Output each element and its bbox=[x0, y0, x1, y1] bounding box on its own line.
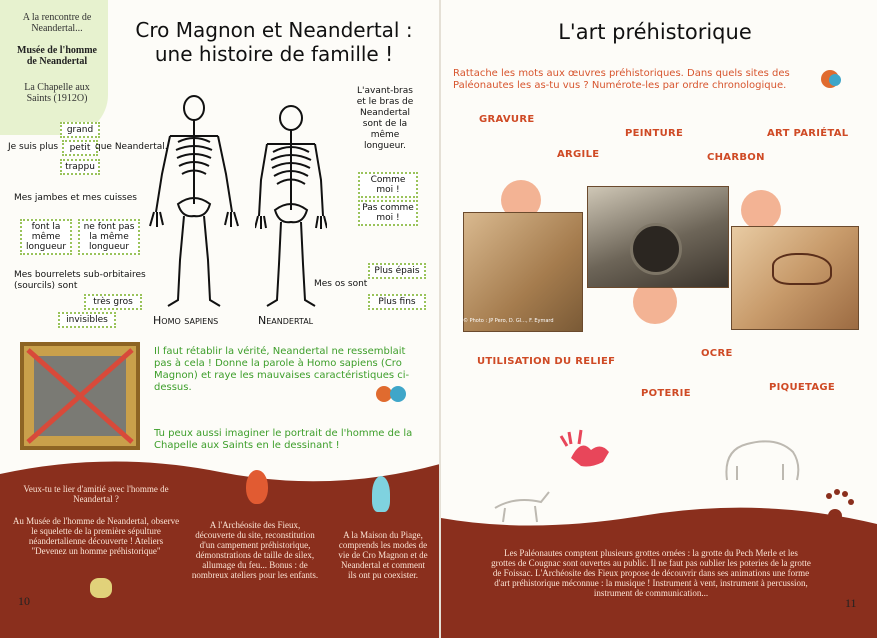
right-page bbox=[441, 0, 877, 638]
badge-location: La Chapelle aux Saints (1912O) bbox=[24, 82, 90, 104]
option-invisible[interactable]: invisibles bbox=[58, 312, 116, 328]
pencil-icon bbox=[376, 382, 416, 408]
homo-sapiens-caption: Homo sapiens bbox=[153, 314, 219, 327]
photo-painting bbox=[731, 226, 859, 330]
mammoth-icon bbox=[717, 430, 807, 490]
option-not-same-length[interactable]: ne font pas la même longueur bbox=[78, 219, 140, 255]
portrait-text: Tu peux aussi imaginer le portrait de l'homme de la Chapelle aux Saints en le dessinant ! bbox=[154, 428, 413, 451]
bones-label: Mes os sont bbox=[314, 279, 368, 289]
photo-pottery bbox=[587, 186, 729, 288]
badge-intro: A la rencontre de Neandertal... bbox=[22, 12, 92, 34]
page-number-right: 11 bbox=[845, 596, 857, 610]
neandertal-caption: Neandertal bbox=[258, 314, 314, 327]
option-very-big[interactable]: très gros bbox=[84, 294, 142, 310]
than-label: que Neandertal. bbox=[95, 142, 168, 152]
instruction-text: Rattache les mots aux œuvres préhistoriques. Dans quels sites des Paléonautes les as-tu vus ? Numérote-les par ordre chronologique. bbox=[453, 68, 790, 91]
bottom-col1: Au Musée de l'homme de Neandertal, observe le squelette de la première sépulture néandertalienne découverte ! Ateliers "Devenez un homme préhistorique" bbox=[12, 516, 180, 556]
word-peinture[interactable]: PEINTURE bbox=[625, 128, 684, 139]
title-line-2: une histoire de famille ! bbox=[154, 42, 394, 66]
option-grand[interactable]: grand bbox=[60, 122, 100, 138]
forearm-note: L'avant-bras et le bras de Neandertal sont de la même longueur. bbox=[356, 86, 414, 151]
pencil-icon-right bbox=[821, 68, 847, 90]
word-art-parietal[interactable]: ART PARIÉTAL bbox=[767, 128, 849, 139]
bottom-col2: A l'Archéosite des Fieux, découverte du site, reconstitution d'un campement préhistorique, démonstrations de taille de silex, allumage du feu... Bonus : de nombreux ateliers pour les enfants. bbox=[191, 520, 319, 580]
word-argile[interactable]: ARGILE bbox=[557, 149, 600, 160]
option-petit[interactable]: petit bbox=[62, 140, 98, 156]
option-trappu[interactable]: trappu bbox=[60, 159, 100, 175]
red-cross-icon bbox=[24, 346, 136, 446]
word-gravure[interactable]: GRAVURE bbox=[479, 114, 535, 125]
bottom-col3: A la Maison du Piage, comprends les modes de vie de Cro Magnon et de Neandertal et comment ils ont pu coexister. bbox=[338, 530, 428, 580]
crossed-portrait bbox=[20, 342, 140, 450]
right-bottom-text: Les Paléonautes comptent plusieurs grottes ornées : la grotte du Pech Merle et les grottes de Cougnac sont ouvertes au public. Il ne faut pas oublier les poteries de la grotte de Foissac. L'Archéosite des Fieux propose de découvrir dans ses animations une forme d'art préhistorique méconnue : la musique ! Instrument à vent, instrument à percussion, instrument de communication... bbox=[491, 548, 811, 598]
badge-museum: Musée de l'homme de Neandertal bbox=[17, 45, 97, 67]
option-not-like-me[interactable]: Pas comme moi ! bbox=[358, 200, 418, 226]
option-thicker[interactable]: Plus épais bbox=[368, 263, 426, 279]
option-same-length[interactable]: font la même longueur bbox=[20, 219, 72, 255]
page-number-left: 10 bbox=[18, 594, 30, 608]
bottom-col1-q: Veux-tu te lier d'amitié avec l'homme de Neandertal ? bbox=[23, 484, 169, 504]
left-title bbox=[112, 18, 436, 66]
title-line-1: Cro Magnon et Neandertal : bbox=[135, 18, 413, 42]
word-ocre[interactable]: OCRE bbox=[701, 348, 733, 359]
flint-icon bbox=[372, 476, 390, 512]
truth-text: Il faut rétablir la vérité, Neandertal ne ressemblait pas à cela ! Donne la parole à Homo sapiens (Cro Magnon) et raye les mauvaises caractéristiques ci-dessus. bbox=[154, 346, 410, 393]
flame-icon bbox=[246, 470, 268, 504]
right-title: L'art préhistorique bbox=[558, 20, 752, 44]
word-charbon[interactable]: CHARBON bbox=[707, 152, 765, 163]
deco-circle-2 bbox=[741, 190, 781, 230]
option-thinner[interactable]: Plus fins bbox=[368, 294, 426, 310]
photo-engraving bbox=[463, 212, 583, 332]
figurine-icon bbox=[90, 578, 112, 598]
i-am-more-label: Je suis plus bbox=[8, 142, 59, 152]
legs-label: Mes jambes et mes cuisses bbox=[14, 193, 137, 203]
brow-label: Mes bourrelets sub-orbitaires (sourcils) sont bbox=[14, 270, 146, 291]
word-poterie[interactable]: POTERIE bbox=[641, 388, 691, 399]
photo-credit: © Photo : JP Pero, D. Gl..., F. Eymard bbox=[463, 318, 554, 324]
word-relief[interactable]: UTILISATION DU RELIEF bbox=[477, 356, 616, 367]
left-page bbox=[0, 0, 438, 638]
word-piquetage[interactable]: PIQUETAGE bbox=[769, 382, 836, 393]
option-like-me[interactable]: Comme moi ! bbox=[358, 172, 418, 198]
